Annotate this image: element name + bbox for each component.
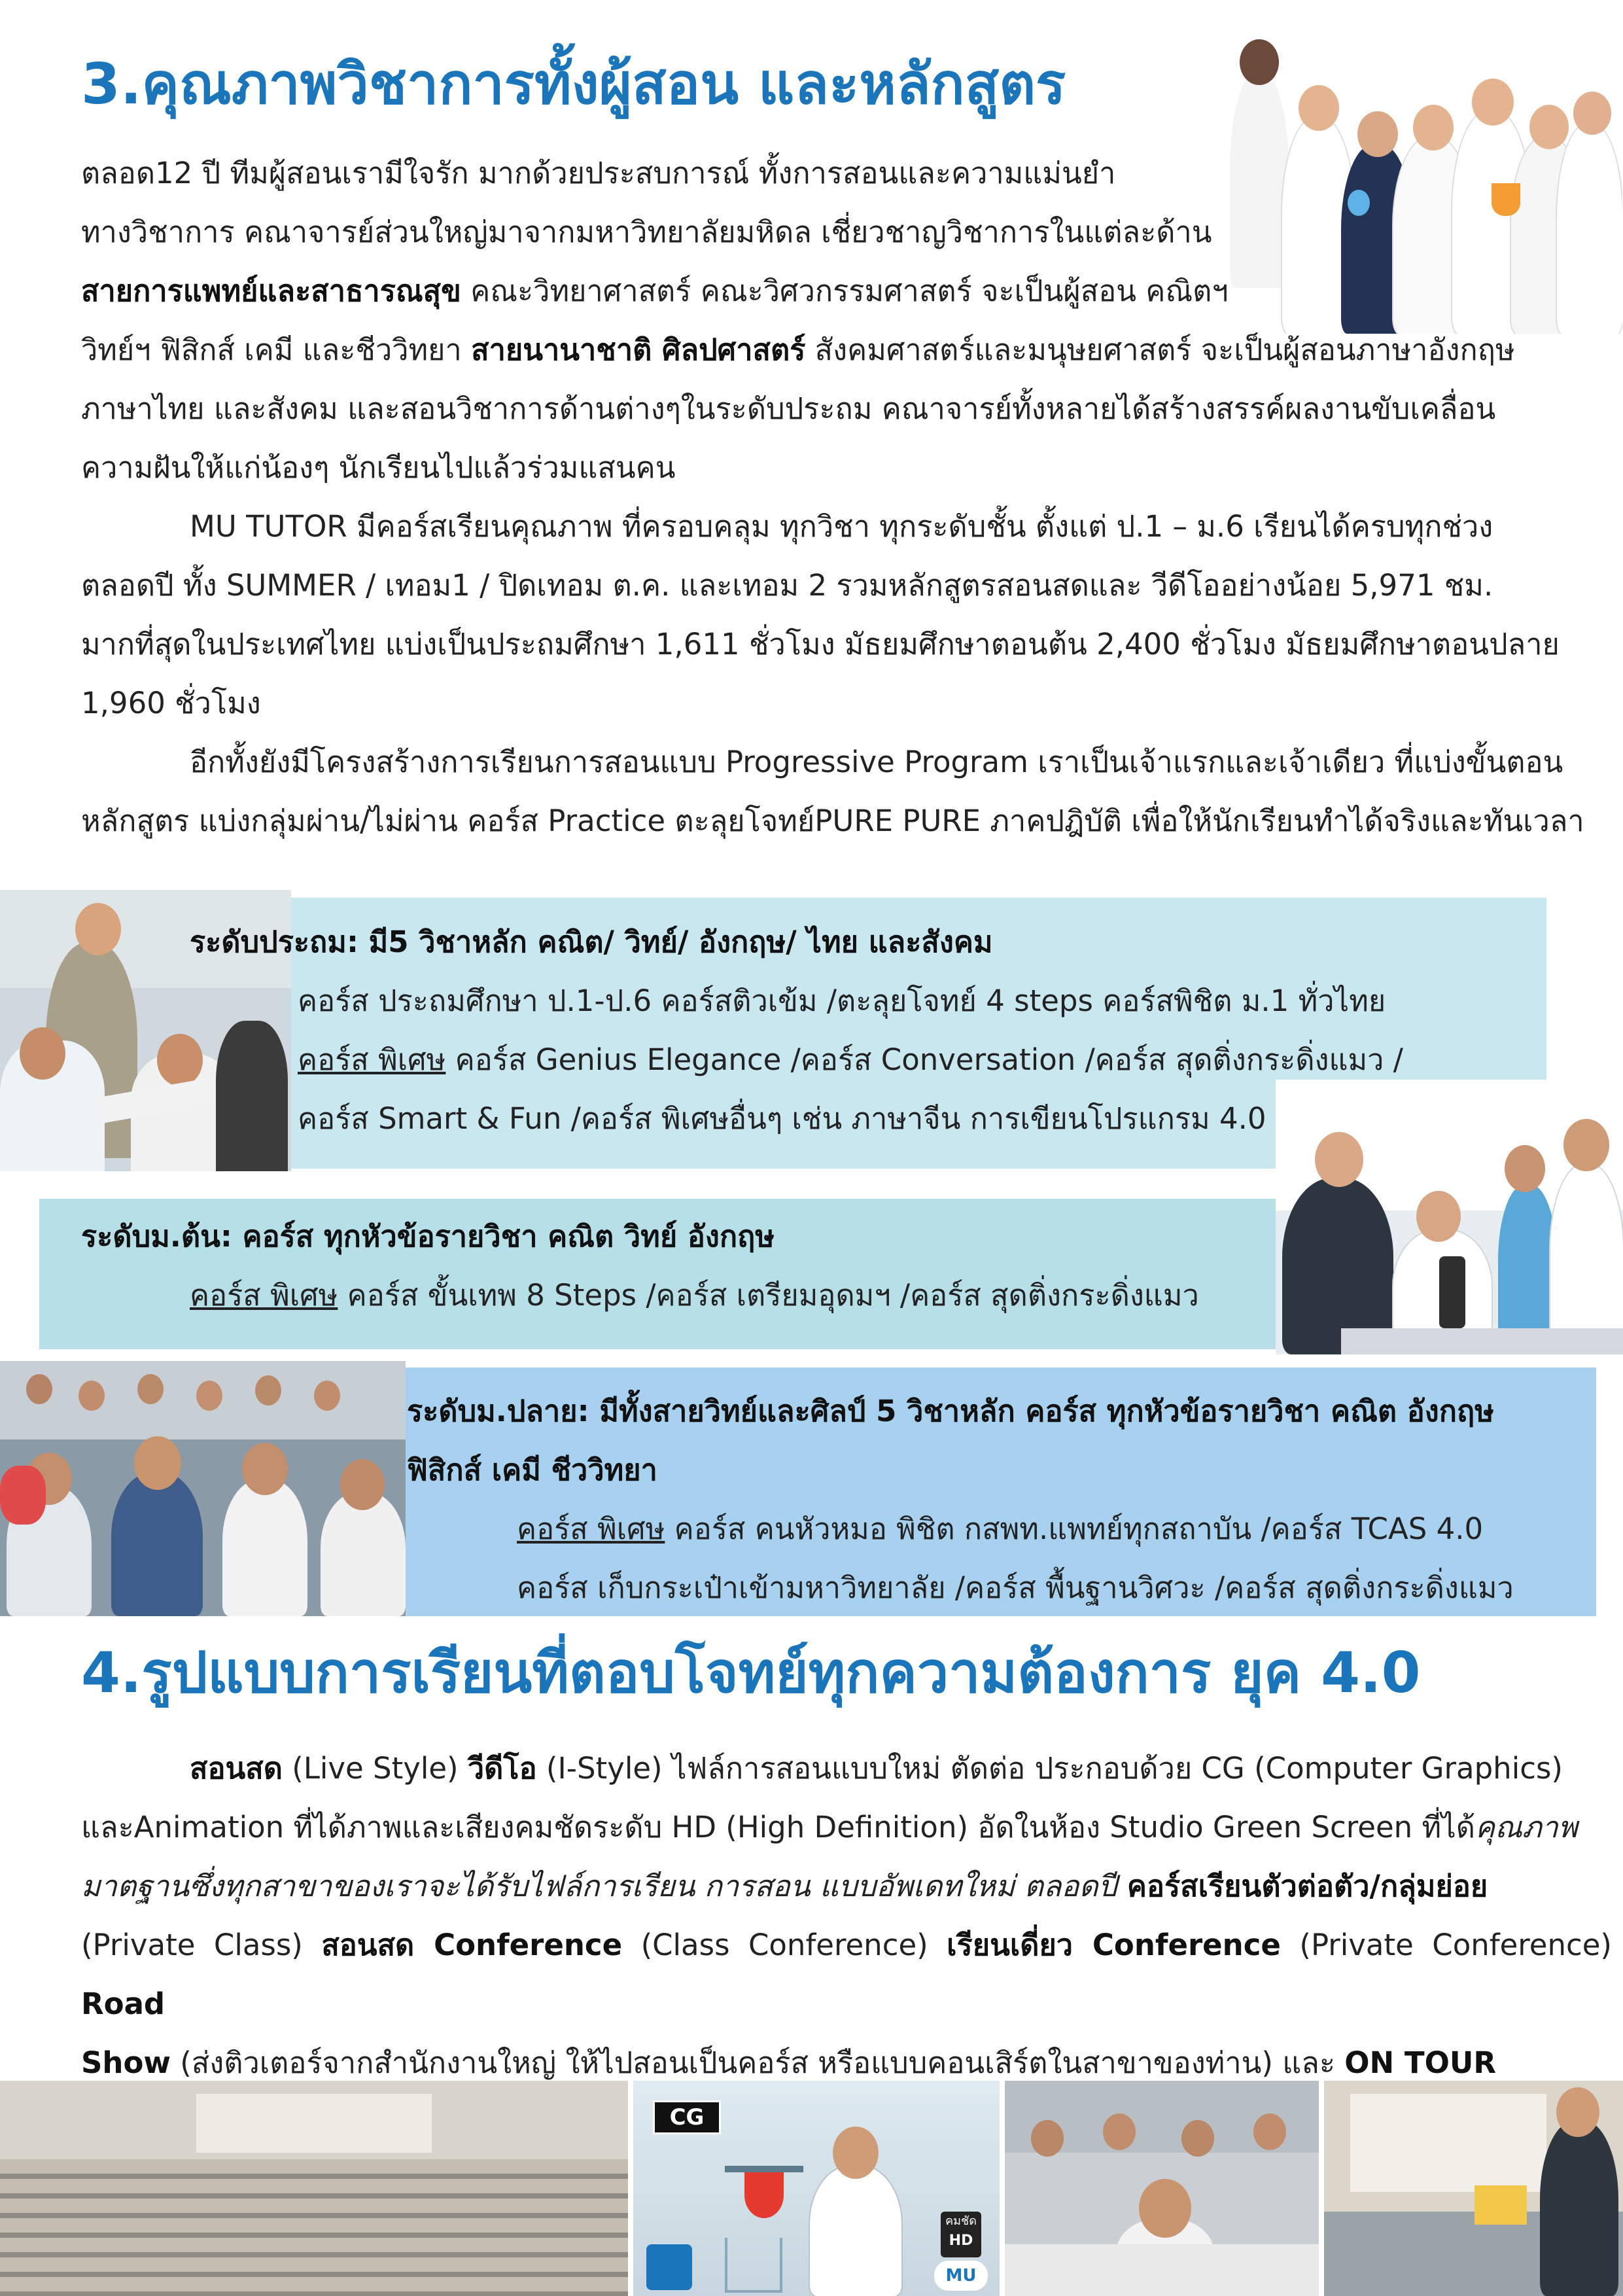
- p2-line-4: 1,960 ชั่วโมง: [81, 686, 261, 720]
- p1-line-2: ทางวิชาการ คณาจารย์ส่วนใหญ่มาจากมหาวิทยาลัยมหิดล เชี่ยวชาญวิชาการในแต่ละด้าน: [81, 215, 1212, 249]
- section3-paragraph-1: [81, 144, 1612, 497]
- upper-special-label: คอร์ส พิเศษ: [517, 1511, 665, 1546]
- upper-line-1-text: คอร์ส คนหัวหมอ พิชิต กสพท.แพทย์ทุกสถาบัน /คอร์ส TCAS 4.0: [665, 1511, 1484, 1546]
- p1-line-5: ภาษาไทย และสังคม และสอนวิชาการด้านต่างๆในระดับประถม คณาจารย์ทั้งหลายได้สร้างสรรค์ผลงานขับเคลื่อน: [81, 391, 1496, 426]
- primary-line-3: คอร์ส Smart & Fun /คอร์ส พิเศษอื่นๆ เช่น ภาษาจีน การเขียนโปรแกรม 4.0: [298, 1101, 1266, 1136]
- section4-title: 4.รูปแบบการเรียนที่ตอบโจทย์ทุกความต้องการ ยุค 4.0: [81, 1640, 1421, 1706]
- p1-line-6: ความฝันให้แก่น้องๆ นักเรียนไปแล้วร่วมแสนคน: [81, 450, 676, 485]
- upper-secondary-line-2: คอร์ส เก็บกระเป๋าเข้ามหาวิทยาลัย /คอร์ส พื้นฐานวิศวะ /คอร์ส สุดติ่งกระดิ่งแมว: [517, 1570, 1514, 1605]
- primary-heading: ระดับประถม: มี5 วิชาหลัก คณิต/ วิทย์/ อังกฤษ/ ไทย และสังคม: [190, 925, 993, 959]
- section3-paragraph-3: [81, 733, 1612, 851]
- p3-line-2: หลักสูตร แบ่งกลุ่มผ่าน/ไม่ผ่าน คอร์ส Practice ตะลุยโจทย์PURE PURE ภาคปฎิบัติ เพื่อให้นักเรียนทำได้จริงและทันเวลา: [81, 804, 1584, 838]
- students-crowd-photo: [0, 1361, 406, 1616]
- primary-line-2-text: คอร์ส Genius Elegance /คอร์ส Conversation /คอร์ส สุดติ่งกระดิ่งแมว /: [445, 1042, 1403, 1077]
- s4-line-2: และAnimation ที่ได้ภาพและเสียงคมชัดระดับ HD (High Definition) อัดในห้อง Studio Green Screen ที่ได้คุณภาพ: [81, 1810, 1578, 1845]
- s4-line-3: มาตฐานซึ่งทุกสาขาของเราจะได้รับไฟล์การเรียน การสอน แบบอัพเดทใหม่ ตลอดปี คอร์สเรียนตัวต่อตัว/กลุ่มย่อย: [81, 1869, 1488, 1903]
- p3-line-1: อีกทั้งยังมีโครงสร้างการเรียนการสอนแบบ Progressive Program เราเป็นเจ้าแรกและเจ้าเดียว ที่แบ่งขั้นตอน: [190, 745, 1563, 779]
- lab-photo: [1276, 1080, 1623, 1354]
- p1-line-3: [81, 262, 1298, 321]
- on-tour-stage-photo: [1324, 2081, 1623, 2296]
- s4-line-4: (Private Class) สอนสด Conference (Class Conference) เรียนเดี่ยว Conference (Private Conference) Road: [81, 1928, 1612, 2021]
- p2-line-3: มากที่สุดในประเทศไทย แบ่งเป็นประถมศึกษา 1,611 ชั่วโมง มัธยมศึกษาตอนต้น 2,400 ชั่วโมง มัธยมศึกษาตอนปลาย: [81, 627, 1560, 662]
- primary-special-label: คอร์ส พิเศษ: [298, 1042, 446, 1077]
- p2-line-2: ตลอดปี ทั้ง SUMMER / เทอม1 / ปิดเทอม ต.ค. และเทอม 2 รวมหลักสูตรสอนสดและ วีดีโออย่างน้อย 5,971 ชม.: [81, 568, 1493, 603]
- section3-title: 3.คุณภาพวิชาการทั้งผู้สอน และหลักสูตร: [81, 52, 1066, 117]
- mu-logo: MU: [934, 2261, 988, 2291]
- p1-line-4-text-a: วิทย์ฯ ฟิสิกส์ เคมี และชีววิทยา: [81, 332, 472, 367]
- cg-video-photo: [633, 2081, 1000, 2296]
- lower-secondary-heading: ระดับม.ต้น: คอร์ส ทุกหัวข้อรายวิชา คณิต วิทย์ อังกฤษ: [81, 1219, 775, 1254]
- lecture-hall-photo: [0, 2081, 628, 2296]
- small-group-photo: [1005, 2081, 1319, 2296]
- p1-line-1: ตลอด12 ปี ทีมผู้สอนเรามีใจรัก มากด้วยประสบการณ์ ทั้งการสอนและความแม่นยำ: [81, 156, 1116, 190]
- p1-line-4: [81, 321, 1612, 380]
- p2-line-1: MU TUTOR มีคอร์สเรียนคุณภาพ ที่ครอบคลุม ทุกวิชา ทุกระดับชั้น ตั้งแต่ ป.1 – ม.6 เรียนได้ครบทุกช่วง: [190, 509, 1493, 544]
- primary-line-2: [298, 1031, 1403, 1089]
- p1-line-4-text-b: สังคมศาสตร์และมนุษยศาสตร์ จะเป็นผู้สอนภาษาอังกฤษ: [805, 332, 1515, 367]
- primary-line-1: คอร์ส ประถมศึกษา ป.1-ป.6 คอร์สติวเข้ม /ตะลุยโจทย์ 4 steps คอร์สพิชิต ม.1 ทั่วไทย: [298, 983, 1386, 1018]
- section3-paragraph-2: [81, 497, 1612, 733]
- upper-secondary-line-1: [517, 1500, 1483, 1559]
- s4-line-1: สอนสด (Live Style) วีดีโอ (I-Style) ไฟล์การสอนแบบใหม่ ตัดต่อ ประกอบด้วย CG (Computer Graphics): [190, 1751, 1563, 1786]
- upper-secondary-heading-1: ระดับม.ปลาย: มีทั้งสายวิทย์และศิลป์ 5 วิชาหลัก คอร์ส ทุกหัวข้อรายวิชา คณิต อังกฤษ: [407, 1394, 1494, 1428]
- p1-line-4-bold: สายนานาชาติ ศิลปศาสตร์: [471, 332, 806, 367]
- p1-line-3-bold: สายการแพทย์และสาธารณสุข: [81, 274, 461, 308]
- lower-line-1-text: คอร์ส ขั้นเทพ 8 Steps /คอร์ส เตรียมอุดมฯ /คอร์ส สุดติ่งกระดิ่งแมว: [338, 1278, 1199, 1313]
- upper-secondary-heading-2: ฟิสิกส์ เคมี ชีววิทยา: [407, 1453, 657, 1487]
- lower-secondary-line-1: [190, 1266, 1199, 1325]
- s4-line-5: Show (ส่งติวเตอร์จากสำนักงานใหญ่ ให้ไปสอนเป็นคอร์ส หรือแบบคอนเสิร์ตในสาขาของท่าน) และ ON TOUR: [81, 2045, 1497, 2080]
- lower-special-label: คอร์ส พิเศษ: [190, 1278, 338, 1313]
- p1-line-3-text: คณะวิทยาศาสตร์ คณะวิศวกรรมศาสตร์ จะเป็นผู้สอน คณิตฯ: [461, 274, 1229, 308]
- cg-badge: CG: [653, 2100, 721, 2134]
- hd-badge: คมชัด HD: [941, 2212, 981, 2257]
